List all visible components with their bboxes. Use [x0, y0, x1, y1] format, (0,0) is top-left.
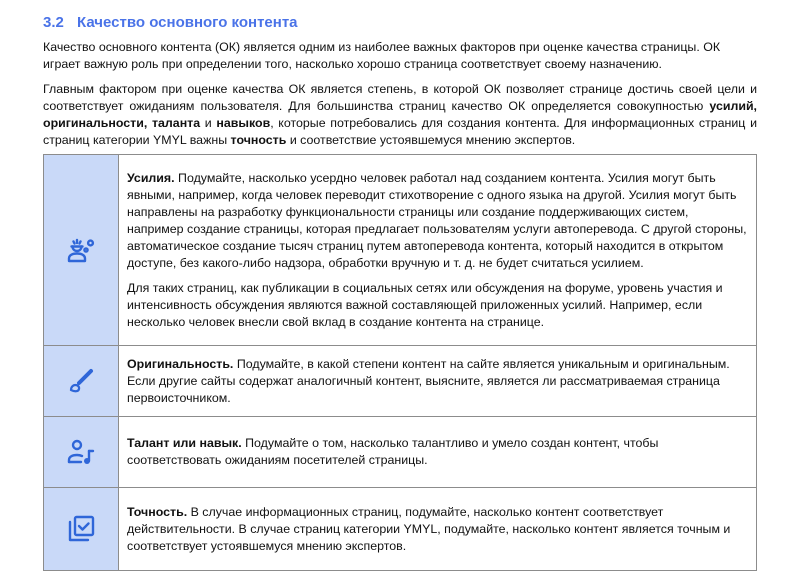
- p2-bold-skills: навыков: [216, 116, 271, 130]
- factor-body: Подумайте, в какой степени контент на сайте является уникальным и оригинальным. Если другие сайты содержат аналогичный контент, выясните, является ли рассматриваемая страница первоисточником.: [127, 356, 730, 405]
- factor-title: Талант или навык.: [127, 436, 242, 450]
- p2-text-1: Главным фактором при оценке качества ОК является степень, в которой ОК позволяет странице достичь своей цели и соответствует ожиданиям пользователя. Для большинства страниц качество ОК определяется совокупностью: [43, 82, 757, 113]
- factor-row-talent: [44, 417, 757, 488]
- factor-row-originality: [44, 346, 757, 417]
- library-check-icon: [45, 514, 117, 544]
- factor-body: Подумайте о том, насколько талантливо и умело создан контент, чтобы соответствовать ожиданиям посетителей страницы.: [127, 436, 659, 467]
- factor-row-accuracy: [44, 488, 757, 571]
- icon-cell: [44, 417, 119, 488]
- p2-bold-accuracy: точность: [230, 133, 287, 147]
- section-heading: [43, 14, 298, 31]
- p2-text-and: и: [200, 116, 217, 130]
- p2-text-3: и соответствие устоявшемуся мнению экспертов.: [286, 133, 576, 147]
- factor-description: [127, 504, 748, 555]
- section-title: Качество основного контента: [77, 14, 298, 31]
- icon-cell: [44, 346, 119, 417]
- factor-title: Усилия.: [127, 170, 175, 185]
- factor-title: Оригинальность.: [127, 356, 234, 371]
- factor-extra-description: Для таких страниц, как публикации в социальных сетях или обсуждения на форуме, уровень участия и интенсивность обсуждения являются важной составляющей приложенных усилий. Например, если несколько человек внесли свой вклад в создание контента на странице.: [127, 280, 723, 329]
- brush-icon: [45, 367, 117, 395]
- quality-factors-table: [43, 154, 757, 571]
- factor-text-cell: [119, 488, 757, 571]
- p2-text-2: , которые потребовались для создания контента. Для информационных страниц и страниц категории YMYL важны: [43, 116, 757, 147]
- intro-paragraph-2: [43, 81, 757, 149]
- factor-description: [127, 356, 748, 407]
- factor-text-cell: [119, 346, 757, 417]
- factor-description: [127, 435, 748, 469]
- person-music-icon: [45, 439, 117, 465]
- person-gears-icon: [45, 237, 117, 263]
- factor-text-cell: [119, 155, 757, 346]
- factor-text-cell: [119, 417, 757, 488]
- intro-paragraph-1: Качество основного контента (ОК) является одним из наиболее важных факторов при оценке качества страницы. ОК играет важную роль при определении того, насколько хорошо страница соответствует своему назначению.: [43, 40, 721, 71]
- factor-title: Точность.: [127, 504, 188, 519]
- p2-bold-factors: усилий, оригинальности, таланта: [43, 99, 757, 130]
- icon-cell: [44, 488, 119, 571]
- section-number: 3.2: [43, 14, 64, 31]
- factor-row-effort: [44, 155, 757, 346]
- icon-cell: [44, 155, 119, 346]
- factor-body: В случае информационных страниц, подумайте, насколько контент соответствует действительности. В случае страниц категории YMYL, подумайте, насколько контент является точным и соответствует устоявшемуся мнению экспертов.: [127, 504, 731, 553]
- factor-body: Подумайте, насколько усердно человек работал над созданием контента. Усилия могут быть явными, например, когда человек переводит стихотворение с одного языка на другой. Усилия могут быть направлены на разработку функциональности страницы или создание поддерживающих систем, например создание страницы, которая предлагает пользователям услуги автоперевода. С другой стороны, автоматическое создание тысяч страниц путем автоперевода контента, который находится в открытом доступе, без какого-либо надзора, обработки вручную и т. д. не будет считаться усилием.: [127, 170, 747, 270]
- factor-description: [127, 170, 748, 272]
